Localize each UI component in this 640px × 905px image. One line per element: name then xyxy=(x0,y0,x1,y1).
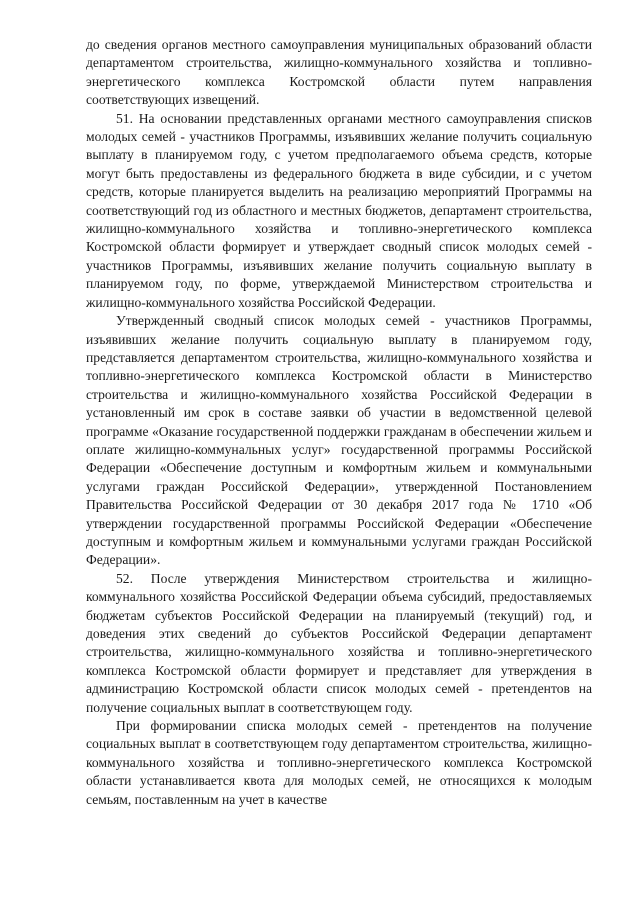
paragraph-continuation: до сведения органов местного самоуправления муниципальных образований области департаментом строительства, жилищно-коммунального хозяйства и топливно-энергетического комплекса Костромской области путем направления соответствующих извещений. xyxy=(86,37,592,108)
paragraph-51: 51. На основании представленных органами местного самоуправления списков молодых семей - участников Программы, изъявивших желание получить социальную выплату в планируемом году, с учетом предполагаемого объема средств, которые могут быть предоставлены из федерального бюджета в виде субсидии, и с учетом средств, которые планируется выделить на реализацию мероприятий Программы на соответствующий год из областного и местных бюджетов, департамент строительства, жилищно-коммунального хозяйства и топливно-энергетического комплекса Костромской области формирует и утверждает сводный список молодых семей - участников Программы, изъявивших желание получить социальную выплату в планируемом году, по форме, утверждаемой Министерством строительства и жилищно-коммунального хозяйства Российской Федерации. xyxy=(86,110,592,310)
paragraph-summary-list: Утвержденный сводный список молодых семей - участников Программы, изъявивших желание получить социальную выплату в планируемом году, представляется департаментом строительства, жилищно-коммунального хозяйства и топливно-энергетического комплекса Костромской области в Министерство строительства и жилищно-коммунального хозяйства Российской Федерации в установленный им срок в составе заявки об участии в ведомственной целевой программе «Оказание государственной поддержки гражданам в обеспечении жильем и оплате жилищно-коммунальных услуг» государственной программы Российской Федерации «Обеспечение доступным и комфортным жильем и коммунальными услугами граждан Российской Федерации», утвержденной Постановлением Правительства Российской Федерации от 30 декабря 2017 года № 1710 «Об утверждении государственной программы Российской Федерации «Обеспечение доступным и комфортным жильем и коммунальными услугами граждан Российской Федерации». xyxy=(86,313,592,568)
paragraph-quota: При формировании списка молодых семей - претендентов на получение социальных выплат в соответствующем году департаментом строительства, жилищно-коммунального хозяйства и топливно-энергетического комплекса Костромской области устанавливается квота для молодых семей, не относящихся к молодым семьям, поставленным на учет в качестве xyxy=(86,718,592,807)
paragraph-52: 52. После утверждения Министерством строительства и жилищно-коммунального хозяйства Российской Федерации объема субсидий, предоставляемых бюджетам субъектов Российской Федерации на планируемый (текущий) год, и доведения этих сведений до субъектов Российской Федерации департамент строительства, жилищно-коммунального хозяйства и топливно-энергетического комплекса Костромской области формирует и представляет для утверждения в администрацию Костромской области список молодых семей - претендентов на получение социальных выплат в соответствующем году. xyxy=(86,570,592,715)
